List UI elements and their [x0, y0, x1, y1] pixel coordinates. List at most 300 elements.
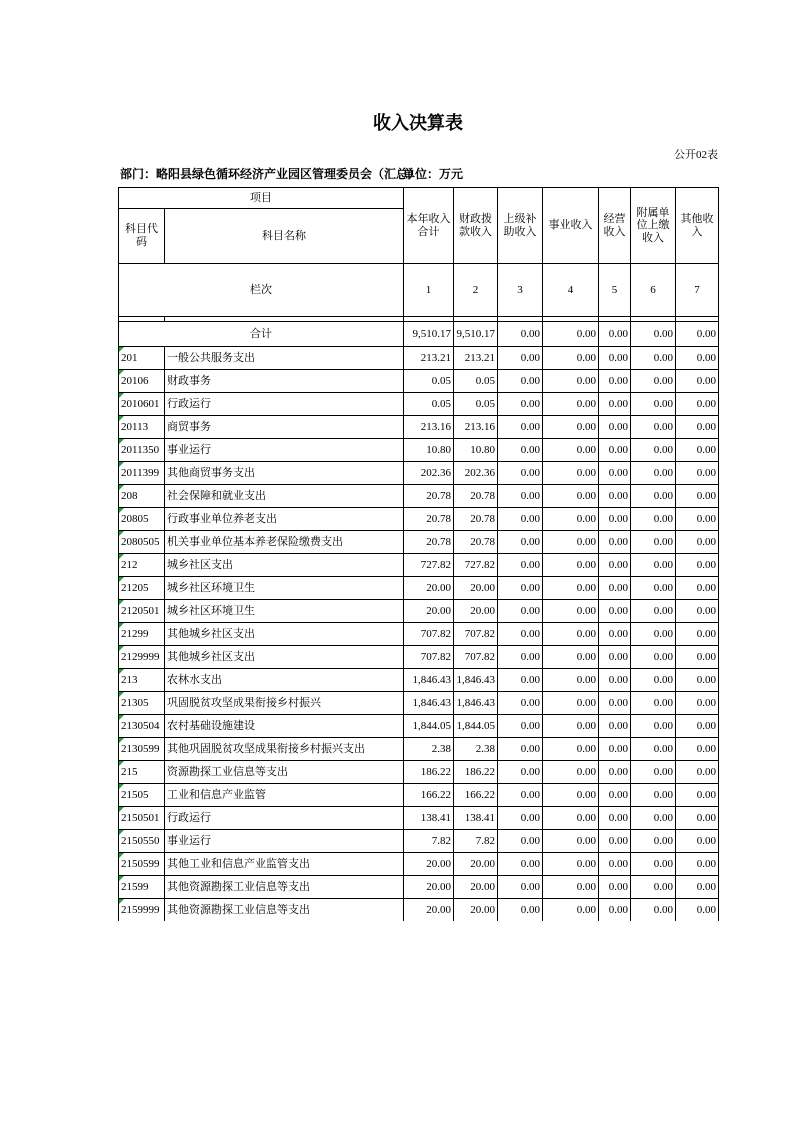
value-cell: 202.36: [404, 462, 454, 485]
value-cell: 1,844.05: [454, 715, 498, 738]
value-cell: 0.00: [599, 554, 631, 577]
subject-code-cell: 2011350: [119, 439, 165, 462]
value-cell: 727.82: [404, 554, 454, 577]
excel-error-triangle-icon: [119, 439, 124, 444]
header-project: 项目: [119, 188, 404, 209]
excel-error-triangle-icon: [119, 876, 124, 881]
value-cell: 9,510.17: [404, 322, 454, 347]
value-cell: 0.00: [631, 508, 676, 531]
row-index-label: 栏次: [119, 264, 404, 317]
value-cell: 0.00: [631, 577, 676, 600]
excel-error-triangle-icon: [119, 646, 124, 651]
subject-code-cell: 20805: [119, 508, 165, 531]
subject-code-cell: 21305: [119, 692, 165, 715]
value-cell: 213.21: [454, 347, 498, 370]
value-cell: 1,846.43: [404, 692, 454, 715]
header-col-annual-total: 本年收入合计: [404, 188, 454, 264]
value-cell: 213.21: [404, 347, 454, 370]
table-row: [119, 715, 719, 738]
header-col-other-income: 其他收入: [676, 188, 719, 264]
column-number: 5: [599, 264, 631, 317]
value-cell: 0.00: [631, 669, 676, 692]
subject-code-cell: 21299: [119, 623, 165, 646]
value-cell: 0.00: [676, 876, 719, 899]
subject-name-cell: 行政运行: [165, 807, 404, 830]
value-cell: 0.00: [631, 462, 676, 485]
value-cell: 0.00: [631, 393, 676, 416]
subject-name-cell: 工业和信息产业监管: [165, 784, 404, 807]
value-cell: 0.00: [498, 623, 543, 646]
excel-error-triangle-icon: [119, 485, 124, 490]
excel-error-triangle-icon: [119, 554, 124, 559]
column-number: 3: [498, 264, 543, 317]
value-cell: 138.41: [404, 807, 454, 830]
column-index-row: [119, 264, 719, 317]
value-cell: 0.00: [631, 370, 676, 393]
table-row: [119, 623, 719, 646]
column-number: 6: [631, 264, 676, 317]
value-cell: 0.00: [543, 370, 599, 393]
value-cell: 20.78: [454, 531, 498, 554]
value-cell: 0.00: [676, 646, 719, 669]
value-cell: 10.80: [404, 439, 454, 462]
value-cell: 0.00: [543, 715, 599, 738]
total-row: [119, 322, 719, 347]
subject-code-cell: 2120501: [119, 600, 165, 623]
value-cell: 0.00: [498, 531, 543, 554]
excel-error-triangle-icon: [119, 370, 124, 375]
value-cell: 0.00: [676, 531, 719, 554]
excel-error-triangle-icon: [119, 600, 124, 605]
excel-error-triangle-icon: [119, 738, 124, 743]
value-cell: 0.00: [543, 876, 599, 899]
subject-name-cell: 城乡社区环境卫生: [165, 577, 404, 600]
table-row: [119, 876, 719, 899]
subject-name-cell: 财政事务: [165, 370, 404, 393]
department-label: 部门：略阳县绿色循环经济产业园区管理委员会（汇总）: [120, 167, 421, 181]
value-cell: 20.00: [404, 899, 454, 922]
value-cell: 0.00: [631, 554, 676, 577]
value-cell: 20.00: [404, 577, 454, 600]
subject-name-cell: 事业运行: [165, 830, 404, 853]
value-cell: 0.00: [676, 853, 719, 876]
table-row: [119, 416, 719, 439]
value-cell: 0.00: [543, 853, 599, 876]
subject-name-cell: 其他商贸事务支出: [165, 462, 404, 485]
subject-name-cell: 其他工业和信息产业监管支出: [165, 853, 404, 876]
value-cell: 0.00: [631, 623, 676, 646]
value-cell: 0.00: [543, 899, 599, 922]
subject-code-cell: 2010601: [119, 393, 165, 416]
value-cell: 0.00: [631, 646, 676, 669]
table-row: [119, 531, 719, 554]
value-cell: 0.00: [498, 692, 543, 715]
header-subject-code: 科目代码: [119, 209, 165, 264]
excel-error-triangle-icon: [119, 761, 124, 766]
value-cell: 0.00: [676, 347, 719, 370]
value-cell: 0.00: [543, 393, 599, 416]
value-cell: 0.00: [498, 738, 543, 761]
table-row: [119, 853, 719, 876]
value-cell: 0.00: [631, 761, 676, 784]
excel-error-triangle-icon: [119, 462, 124, 467]
excel-error-triangle-icon: [119, 508, 124, 513]
value-cell: 0.00: [631, 738, 676, 761]
excel-error-triangle-icon: [119, 416, 124, 421]
table-body: [119, 322, 719, 922]
value-cell: 0.00: [543, 531, 599, 554]
value-cell: 0.00: [676, 669, 719, 692]
value-cell: 0.00: [631, 485, 676, 508]
subject-name-cell: 农林水支出: [165, 669, 404, 692]
unit-label: 单位：万元: [403, 167, 464, 181]
value-cell: 213.16: [404, 416, 454, 439]
value-cell: 0.00: [498, 462, 543, 485]
subject-name-cell: 社会保障和就业支出: [165, 485, 404, 508]
table-row: [119, 738, 719, 761]
value-cell: 1,844.05: [404, 715, 454, 738]
value-cell: 0.00: [543, 416, 599, 439]
value-cell: 0.00: [498, 853, 543, 876]
table-row: [119, 761, 719, 784]
value-cell: 0.00: [599, 669, 631, 692]
table-row: [119, 508, 719, 531]
value-cell: 20.78: [404, 485, 454, 508]
value-cell: 186.22: [404, 761, 454, 784]
value-cell: 0.00: [631, 784, 676, 807]
excel-error-triangle-icon: [119, 393, 124, 398]
value-cell: 0.00: [676, 692, 719, 715]
subject-name-cell: 城乡社区支出: [165, 554, 404, 577]
value-cell: 213.16: [454, 416, 498, 439]
table-row: [119, 462, 719, 485]
subject-code-cell: 2159999: [119, 899, 165, 922]
header-col-superior-subsidy: 上级补助收入: [498, 188, 543, 264]
value-cell: 707.82: [454, 646, 498, 669]
subject-name-cell: 商贸事务: [165, 416, 404, 439]
subject-name-cell: 其他资源勘探工业信息等支出: [165, 899, 404, 922]
value-cell: 0.00: [599, 623, 631, 646]
excel-error-triangle-icon: [119, 853, 124, 858]
table-row: [119, 899, 719, 922]
value-cell: 20.00: [454, 876, 498, 899]
table-row: [119, 577, 719, 600]
subject-name-cell: 事业运行: [165, 439, 404, 462]
subject-code-cell: 212: [119, 554, 165, 577]
subject-name-cell: 农村基础设施建设: [165, 715, 404, 738]
subject-name-cell: 其他城乡社区支出: [165, 623, 404, 646]
value-cell: 707.82: [404, 646, 454, 669]
value-cell: 0.00: [543, 322, 599, 347]
value-cell: 0.00: [599, 370, 631, 393]
column-number: 7: [676, 264, 719, 317]
subject-code-cell: 21205: [119, 577, 165, 600]
value-cell: 0.00: [631, 899, 676, 922]
value-cell: 0.05: [404, 393, 454, 416]
value-cell: 0.00: [676, 439, 719, 462]
value-cell: 20.78: [454, 508, 498, 531]
value-cell: 0.05: [454, 393, 498, 416]
value-cell: 707.82: [404, 623, 454, 646]
column-number: 2: [454, 264, 498, 317]
subject-name-cell: 其他巩固脱贫攻坚成果衔接乡村振兴支出: [165, 738, 404, 761]
value-cell: 0.00: [676, 577, 719, 600]
subject-code-cell: 2150599: [119, 853, 165, 876]
income-table: [118, 187, 719, 921]
value-cell: 20.78: [404, 531, 454, 554]
subject-name-cell: 其他资源勘探工业信息等支出: [165, 876, 404, 899]
value-cell: 0.00: [631, 322, 676, 347]
value-cell: 0.00: [631, 876, 676, 899]
excel-error-triangle-icon: [119, 807, 124, 812]
value-cell: 0.00: [543, 508, 599, 531]
value-cell: 0.00: [498, 416, 543, 439]
value-cell: 0.00: [498, 784, 543, 807]
value-cell: 0.00: [543, 347, 599, 370]
value-cell: 0.00: [498, 807, 543, 830]
subject-name-cell: 机关事业单位基本养老保险缴费支出: [165, 531, 404, 554]
header-col-affiliated-units: 附属单位上缴收入: [631, 188, 676, 264]
value-cell: 0.00: [631, 439, 676, 462]
value-cell: 0.00: [498, 370, 543, 393]
value-cell: 7.82: [454, 830, 498, 853]
value-cell: 0.00: [599, 646, 631, 669]
value-cell: 0.00: [543, 692, 599, 715]
subject-name-cell: 巩固脱贫攻坚成果衔接乡村振兴: [165, 692, 404, 715]
table-row: [119, 830, 719, 853]
table-row: [119, 669, 719, 692]
value-cell: 20.00: [404, 876, 454, 899]
subject-name-cell: 行政运行: [165, 393, 404, 416]
value-cell: 0.00: [631, 347, 676, 370]
subject-code-cell: 20113: [119, 416, 165, 439]
value-cell: 138.41: [454, 807, 498, 830]
value-cell: 0.00: [599, 577, 631, 600]
value-cell: 0.00: [599, 600, 631, 623]
value-cell: 0.00: [631, 715, 676, 738]
value-cell: 0.00: [498, 600, 543, 623]
table-row: [119, 439, 719, 462]
value-cell: 1,846.43: [404, 669, 454, 692]
value-cell: 0.00: [498, 876, 543, 899]
value-cell: 0.00: [543, 646, 599, 669]
value-cell: 0.00: [599, 899, 631, 922]
value-cell: 0.00: [498, 577, 543, 600]
value-cell: 20.00: [454, 853, 498, 876]
value-cell: 0.00: [676, 784, 719, 807]
meta-row: [120, 165, 718, 181]
value-cell: 0.00: [676, 416, 719, 439]
value-cell: 0.00: [498, 439, 543, 462]
header-row-project: [119, 188, 719, 209]
value-cell: 0.00: [498, 899, 543, 922]
subject-code-cell: 2130504: [119, 715, 165, 738]
value-cell: 20.00: [454, 899, 498, 922]
value-cell: 0.05: [404, 370, 454, 393]
value-cell: 0.00: [498, 715, 543, 738]
value-cell: 0.00: [631, 830, 676, 853]
value-cell: 0.00: [498, 830, 543, 853]
value-cell: 0.00: [599, 393, 631, 416]
value-cell: 7.82: [404, 830, 454, 853]
value-cell: 0.00: [676, 738, 719, 761]
value-cell: 0.00: [676, 322, 719, 347]
excel-error-triangle-icon: [119, 899, 124, 904]
value-cell: 0.00: [543, 577, 599, 600]
value-cell: 0.00: [543, 554, 599, 577]
value-cell: 0.00: [599, 807, 631, 830]
value-cell: 0.00: [599, 830, 631, 853]
value-cell: 0.00: [543, 485, 599, 508]
value-cell: 0.00: [676, 807, 719, 830]
value-cell: 0.00: [676, 462, 719, 485]
value-cell: 0.00: [498, 669, 543, 692]
subject-name-cell: 资源勘探工业信息等支出: [165, 761, 404, 784]
header-subject-name: 科目名称: [165, 209, 404, 264]
value-cell: 0.00: [631, 853, 676, 876]
table-row: [119, 807, 719, 830]
value-cell: 186.22: [454, 761, 498, 784]
subject-code-cell: 2080505: [119, 531, 165, 554]
value-cell: 0.00: [599, 416, 631, 439]
value-cell: 0.00: [543, 623, 599, 646]
subject-code-cell: 2011399: [119, 462, 165, 485]
excel-error-triangle-icon: [119, 669, 124, 674]
value-cell: 9,510.17: [454, 322, 498, 347]
table-row: [119, 784, 719, 807]
value-cell: 0.00: [543, 830, 599, 853]
header-col-fiscal-appropriation: 财政拨款收入: [454, 188, 498, 264]
value-cell: 0.00: [599, 462, 631, 485]
value-cell: 0.00: [543, 784, 599, 807]
table-row: [119, 393, 719, 416]
value-cell: 2.38: [454, 738, 498, 761]
subject-name-cell: 其他城乡社区支出: [165, 646, 404, 669]
excel-error-triangle-icon: [119, 577, 124, 582]
value-cell: 0.00: [599, 853, 631, 876]
subject-code-cell: 208: [119, 485, 165, 508]
value-cell: 0.00: [498, 554, 543, 577]
value-cell: 0.00: [599, 347, 631, 370]
subject-code-cell: 2129999: [119, 646, 165, 669]
subject-name-cell: 行政事业单位养老支出: [165, 508, 404, 531]
value-cell: 20.78: [454, 485, 498, 508]
value-cell: 0.00: [676, 554, 719, 577]
subject-code-cell: 2150501: [119, 807, 165, 830]
subject-code-cell: 2130599: [119, 738, 165, 761]
value-cell: 0.00: [599, 485, 631, 508]
table-row: [119, 646, 719, 669]
subject-name-cell: 城乡社区环境卫生: [165, 600, 404, 623]
excel-error-triangle-icon: [119, 347, 124, 352]
value-cell: 0.00: [676, 370, 719, 393]
value-cell: 166.22: [404, 784, 454, 807]
value-cell: 0.00: [631, 416, 676, 439]
value-cell: 0.00: [543, 669, 599, 692]
value-cell: 0.00: [676, 600, 719, 623]
value-cell: 0.00: [498, 485, 543, 508]
value-cell: 0.00: [676, 393, 719, 416]
page-title: 收入决算表: [373, 113, 463, 133]
table-row: [119, 347, 719, 370]
header-col-business-income: 事业收入: [543, 188, 599, 264]
excel-error-triangle-icon: [119, 623, 124, 628]
value-cell: 0.00: [599, 738, 631, 761]
value-cell: 727.82: [454, 554, 498, 577]
value-cell: 0.00: [498, 761, 543, 784]
column-number: 4: [543, 264, 599, 317]
value-cell: 0.00: [599, 531, 631, 554]
value-cell: 20.00: [454, 600, 498, 623]
value-cell: 0.00: [676, 715, 719, 738]
value-cell: 0.00: [631, 807, 676, 830]
value-cell: 1,846.43: [454, 669, 498, 692]
value-cell: 0.00: [498, 347, 543, 370]
value-cell: 0.00: [543, 761, 599, 784]
value-cell: 0.00: [631, 692, 676, 715]
value-cell: 0.00: [599, 876, 631, 899]
column-number: 1: [404, 264, 454, 317]
value-cell: 0.00: [676, 623, 719, 646]
value-cell: 202.36: [454, 462, 498, 485]
subject-code-cell: 213: [119, 669, 165, 692]
table-row: [119, 554, 719, 577]
value-cell: 20.00: [404, 853, 454, 876]
table-row: [119, 692, 719, 715]
value-cell: 0.00: [543, 738, 599, 761]
excel-error-triangle-icon: [119, 692, 124, 697]
value-cell: 0.00: [498, 646, 543, 669]
value-cell: 2.38: [404, 738, 454, 761]
value-cell: 0.00: [676, 761, 719, 784]
value-cell: 707.82: [454, 623, 498, 646]
total-label: 合计: [119, 322, 404, 347]
value-cell: 0.00: [543, 807, 599, 830]
excel-error-triangle-icon: [119, 715, 124, 720]
value-cell: 0.05: [454, 370, 498, 393]
excel-error-triangle-icon: [119, 531, 124, 536]
value-cell: 20.00: [404, 600, 454, 623]
value-cell: 166.22: [454, 784, 498, 807]
value-cell: 0.00: [498, 508, 543, 531]
value-cell: 0.00: [676, 830, 719, 853]
value-cell: 0.00: [599, 508, 631, 531]
value-cell: 0.00: [631, 600, 676, 623]
table-row: [119, 370, 719, 393]
value-cell: 1,846.43: [454, 692, 498, 715]
value-cell: 20.00: [454, 577, 498, 600]
subject-code-cell: 21599: [119, 876, 165, 899]
subject-code-cell: 20106: [119, 370, 165, 393]
subject-code-cell: 201: [119, 347, 165, 370]
value-cell: 0.00: [599, 692, 631, 715]
value-cell: 0.00: [498, 322, 543, 347]
table-row: [119, 485, 719, 508]
value-cell: 0.00: [599, 439, 631, 462]
value-cell: 0.00: [543, 600, 599, 623]
value-cell: 0.00: [599, 715, 631, 738]
value-cell: 0.00: [676, 508, 719, 531]
subject-name-cell: 一般公共服务支出: [165, 347, 404, 370]
subject-code-cell: 2150550: [119, 830, 165, 853]
value-cell: 0.00: [599, 761, 631, 784]
value-cell: 0.00: [543, 462, 599, 485]
value-cell: 0.00: [676, 485, 719, 508]
value-cell: 20.78: [404, 508, 454, 531]
excel-error-triangle-icon: [119, 830, 124, 835]
table-code-label: 公开02表: [674, 149, 718, 161]
value-cell: 0.00: [631, 531, 676, 554]
